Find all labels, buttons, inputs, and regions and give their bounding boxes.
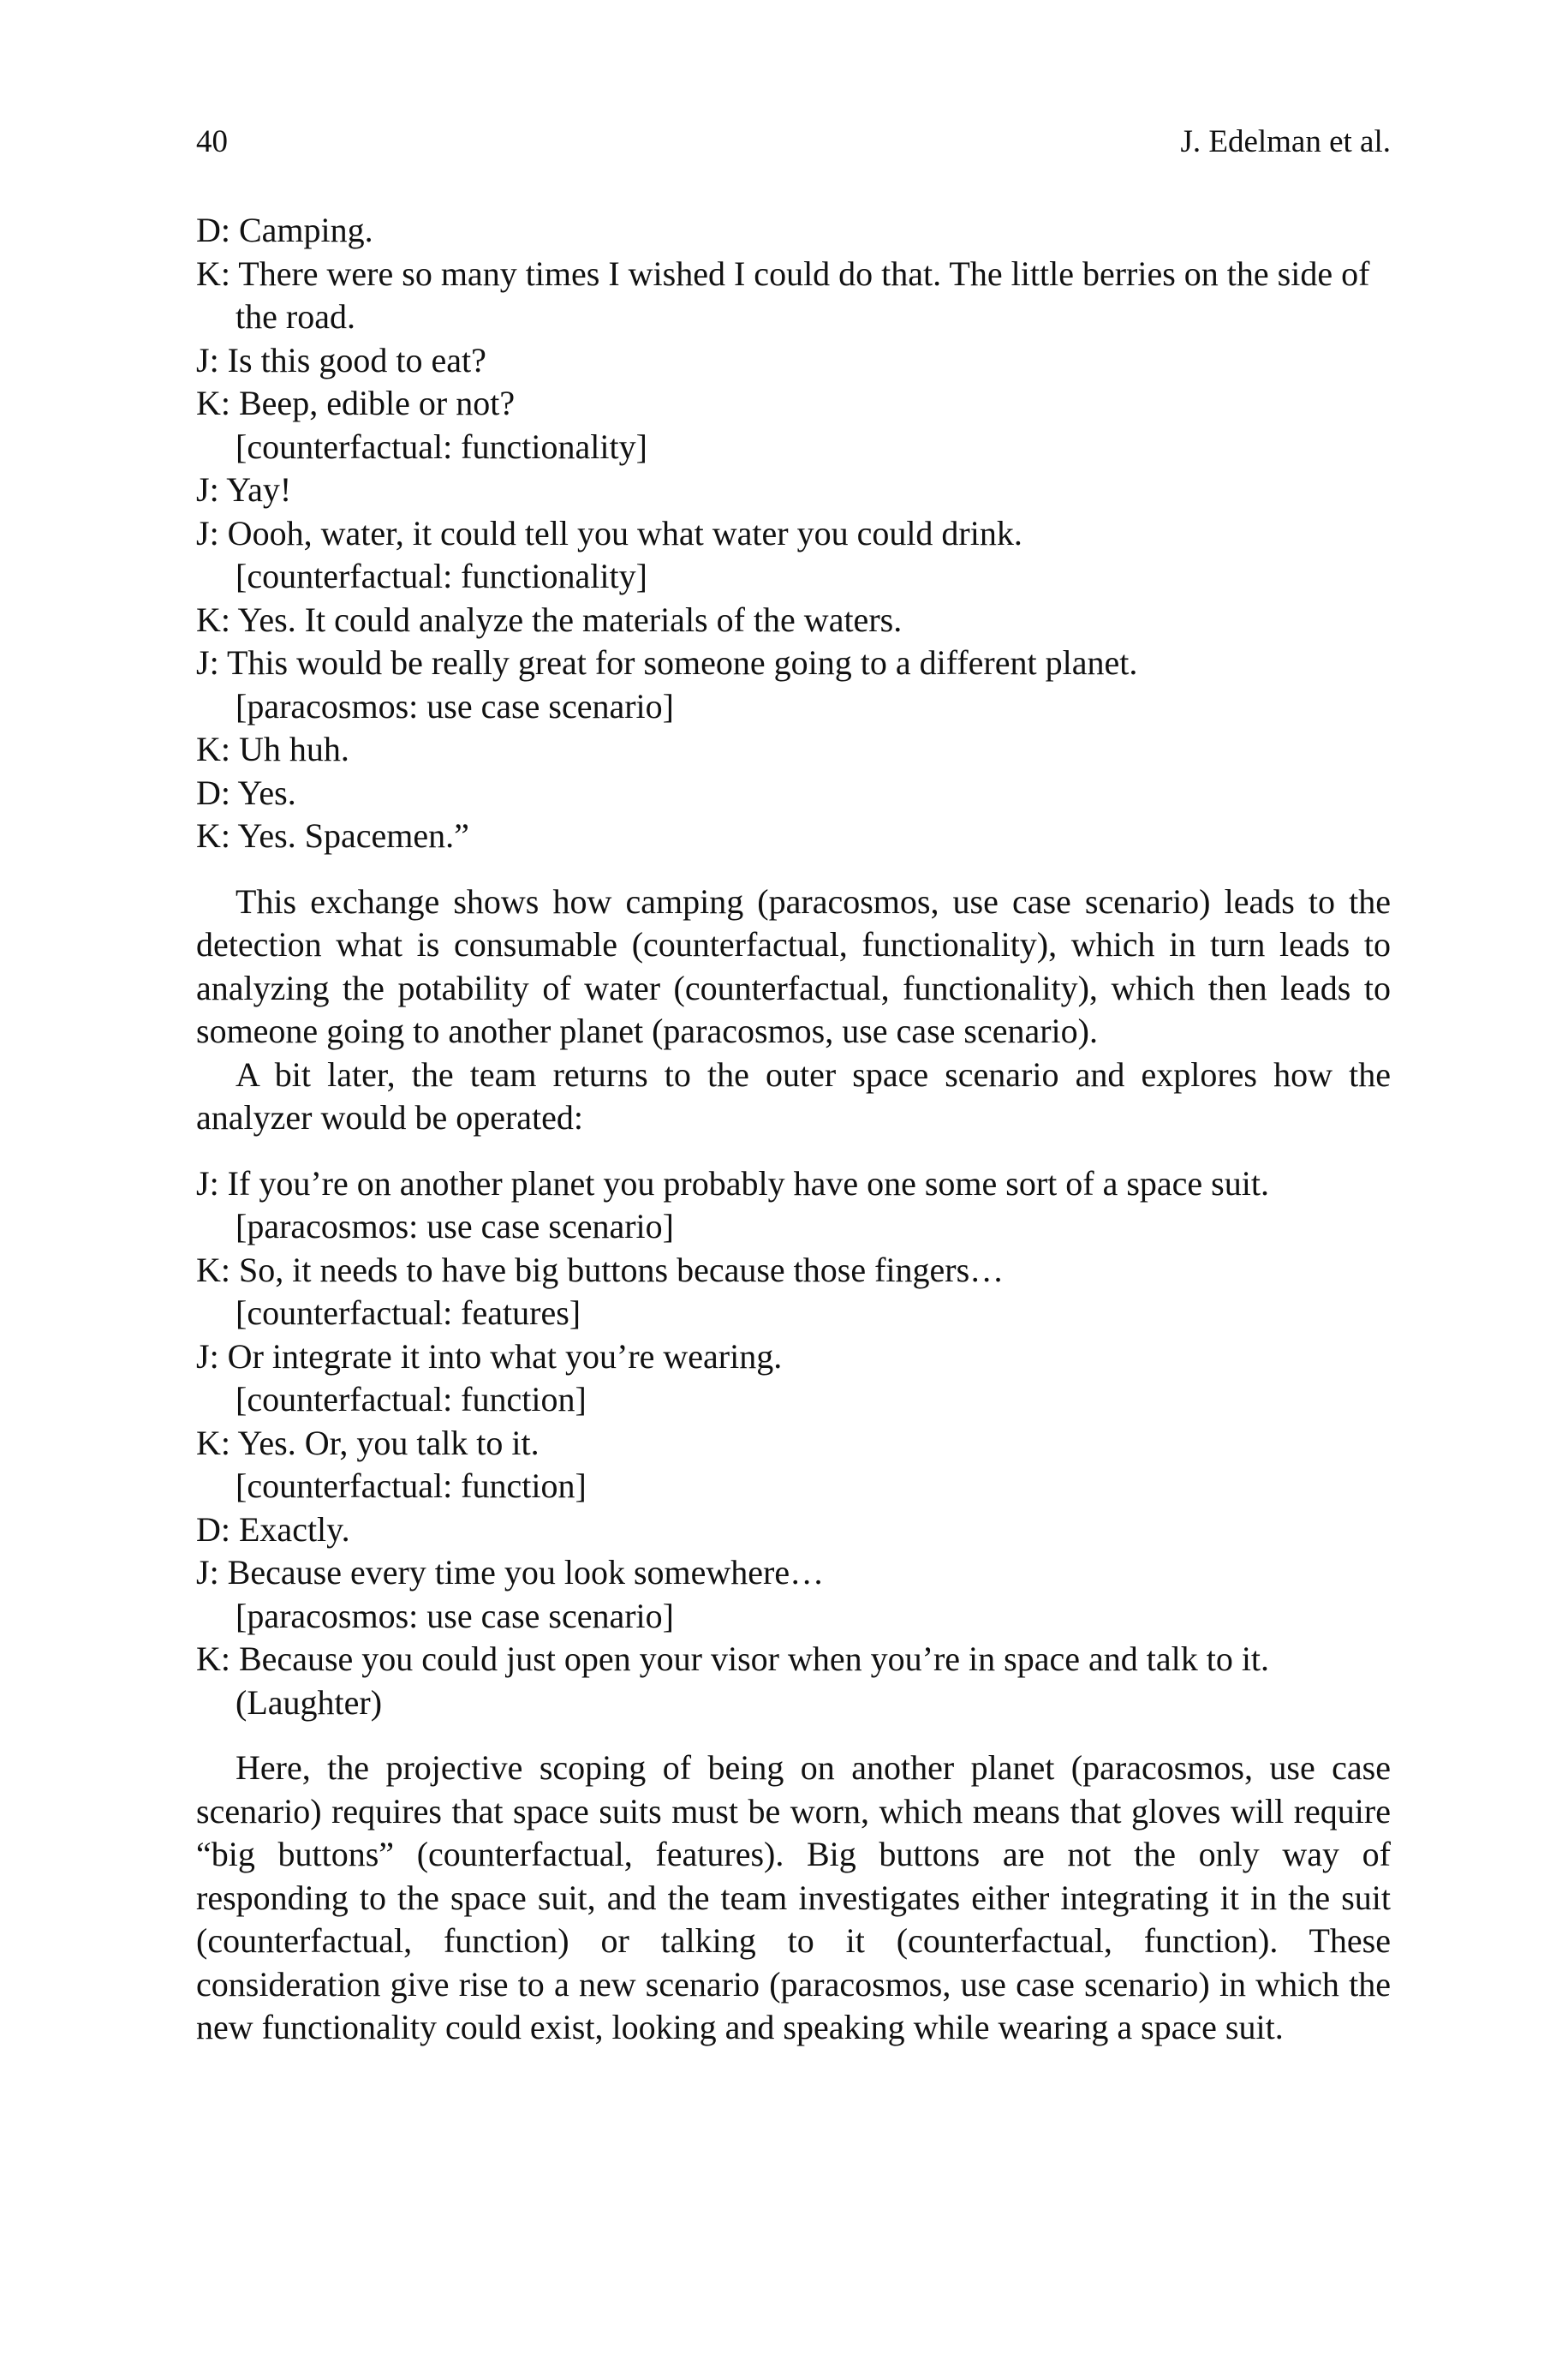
spacer	[196, 1724, 1391, 1747]
annotation-code: [paracosmos: use case scenario]	[235, 1596, 674, 1635]
dialogue-line: K: Because you could just open your visor when you’re in space and talk to it.	[196, 1639, 1270, 1678]
dialogue-line: J: If you’re on another planet you probably have one some sort of a space suit.	[196, 1163, 1269, 1203]
dialogue-line: J: Yay!	[196, 470, 292, 509]
dialogue-line: J: This would be really great for someone going to a different planet.	[196, 643, 1138, 682]
page-header	[196, 118, 1391, 166]
dialogue-turn	[196, 772, 1391, 815]
dialogue-line: K: Yes. It could analyze the materials of the waters.	[196, 600, 903, 639]
annotation-code: [paracosmos: use case scenario]	[235, 1207, 674, 1245]
dialogue-line: J: Oooh, water, it could tell you what water you could drink.	[196, 513, 1022, 552]
dialogue-line: J: Because every time you look somewhere…	[196, 1553, 825, 1592]
dialogue-turn	[196, 728, 1391, 772]
annotation-code: [counterfactual: function]	[235, 1466, 587, 1505]
annotation-code: [counterfactual: features]	[235, 1293, 581, 1332]
dialogue-line: K: So, it needs to have big buttons because those fingers…	[196, 1250, 1005, 1289]
dialogue-turn	[196, 1335, 1391, 1422]
annotation-code: [counterfactual: function]	[235, 1380, 587, 1418]
dialogue-line: K: There were so many times I wished I could do that. The little berries on the side of the road.	[196, 254, 1370, 336]
body-paragraph: This exchange shows how camping (paracosmos, use case scenario) leads to the detection what is consumable (counterfactual, functionality), which in turn leads to analyzing the potability of water (counterfactual, functionality), which then leads to someone going to another planet (paracosmos, use case scenario).	[196, 881, 1391, 1050]
annotation-code: (Laughter)	[235, 1682, 383, 1722]
body-paragraph: A bit later, the team returns to the outer space scenario and explores how the analyzer would be operated:	[196, 1054, 1391, 1137]
dialogue-line: D: Exactly.	[196, 1509, 350, 1549]
dialogue-line: K: Yes. Spacemen.”	[196, 816, 469, 855]
dialogue-turn	[196, 599, 1391, 642]
dialogue-line: K: Beep, edible or not?	[196, 384, 516, 422]
dialogue-line: D: Yes.	[196, 773, 296, 812]
dialogue-turn	[196, 512, 1391, 599]
dialogue-line: J: Is this good to eat?	[196, 340, 486, 379]
body-content	[196, 209, 1391, 2050]
dialogue-turn	[196, 1638, 1391, 1724]
body-paragraph: Here, the projective scoping of being on another planet (paracosmos, use case scenario) requires that space suits must be worn, which means that gloves will require “big buttons” (counterfactual, features). Big buttons are not the only way of responding to the space suit, and the team investigates either integrating it in the suit (counterfactual, function) or talking to it (counterfactual, function). These consideration give rise to a new scenario (paracosmos, use case scenario) in which the new functionality could exist, looking and speaking while wearing a space suit.	[196, 1748, 1391, 2046]
dialogue-block-1	[196, 209, 1391, 858]
spacer	[196, 858, 1391, 881]
dialogue-turn	[196, 469, 1391, 512]
dialogue-turn	[196, 1508, 1391, 1552]
annotation-code: [paracosmos: use case scenario]	[235, 686, 674, 726]
dialogue-line: D: Camping.	[196, 211, 373, 249]
dialogue-line: K: Uh huh.	[196, 730, 349, 768]
dialogue-turn	[196, 1162, 1391, 1249]
dialogue-turn	[196, 642, 1391, 728]
running-head: J. Edelman et al.	[1180, 124, 1391, 159]
dialogue-turn	[196, 1551, 1391, 1638]
dialogue-turn	[196, 1422, 1391, 1508]
annotation-code: [counterfactual: functionality]	[235, 427, 647, 466]
spacer	[196, 1140, 1391, 1162]
dialogue-line: J: Or integrate it into what you’re wearing.	[196, 1336, 783, 1376]
dialogue-turn	[196, 1249, 1391, 1335]
dialogue-turn	[196, 339, 1391, 383]
annotation-code: [counterfactual: functionality]	[235, 557, 647, 595]
dialogue-block-2	[196, 1162, 1391, 1725]
page-number: 40	[196, 124, 228, 159]
dialogue-turn	[196, 253, 1391, 339]
dialogue-turn	[196, 382, 1391, 469]
dialogue-turn	[196, 815, 1391, 858]
dialogue-line: K: Yes. Or, you talk to it.	[196, 1423, 540, 1462]
dialogue-turn	[196, 209, 1391, 253]
